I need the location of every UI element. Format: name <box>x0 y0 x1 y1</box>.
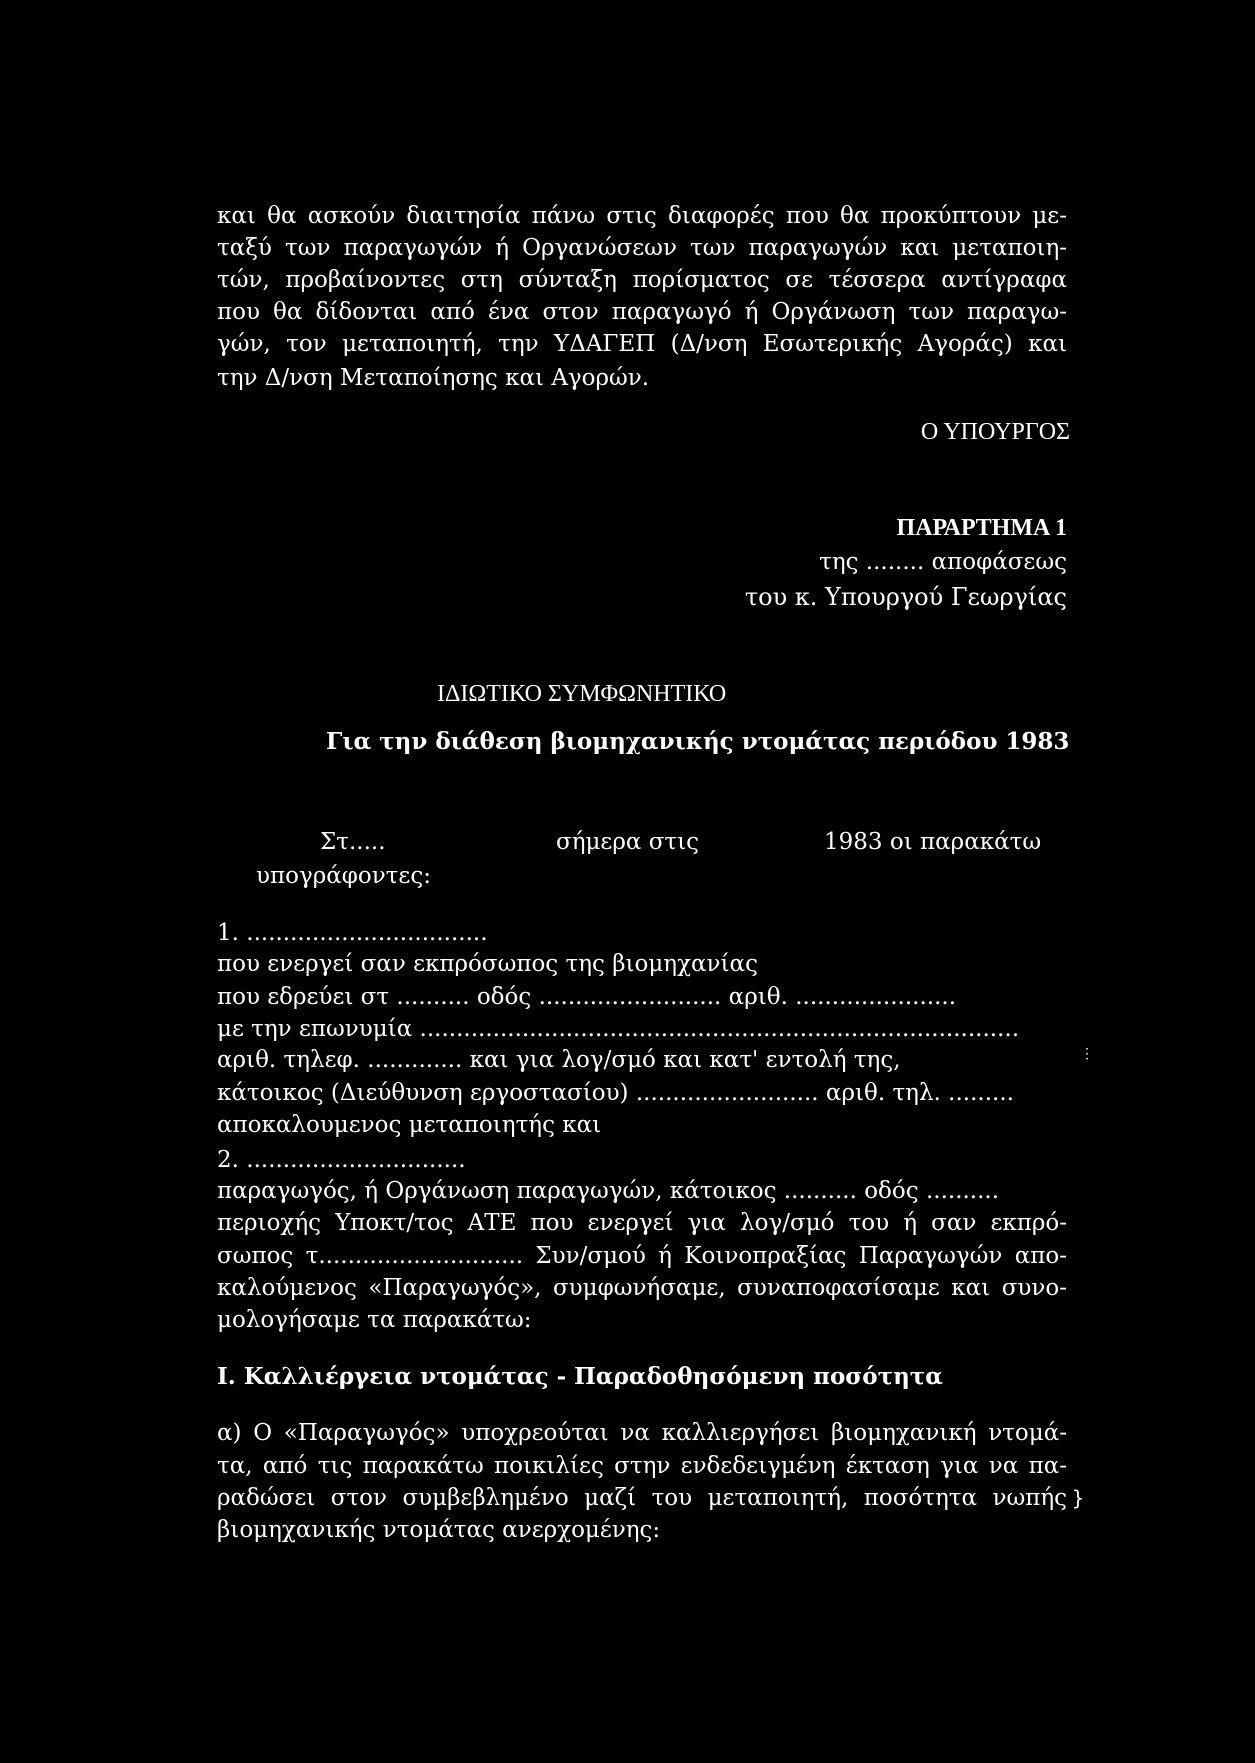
annex-title: ΠΑΡΑΡΤΗΜΑ 1 <box>896 515 1067 541</box>
intro-row <box>217 828 1067 856</box>
party-one-line: που ενεργεί σαν εκπρόσωπος της βιομηχανίας <box>217 951 758 977</box>
intro-signers: υπογράφοντες: <box>256 863 431 889</box>
party-one-line: 1. ................................. <box>217 920 488 946</box>
paragraph-line: την Δ/νση Μεταποίησης και Αγορών. <box>217 365 650 391</box>
section-one-title: Ι. Καλλιέργεια ντομάτας - Παραδοθησόμενη ποσότητα <box>217 1363 943 1390</box>
party-two-line: 2. .............................. <box>217 1147 466 1173</box>
party-one-line: κάτοικος (Διεύθυνση εργοστασίου) ......................... αριθ. τηλ. ......... <box>217 1080 1014 1106</box>
section-one-line: α) Ο «Παραγωγός» υποχρεούται να καλλιεργήσει βιομηχανική ντομά- <box>217 1420 1067 1446</box>
party-two-line: περιοχής Υποκτ/τος ΑΤΕ που ενεργεί για λογ/σμό του ή σαν εκπρό- <box>217 1210 1067 1236</box>
party-two-line: μολογήσαμε τα παρακάτω: <box>217 1307 532 1333</box>
paragraph-line: ταξύ των παραγωγών ή Οργανώσεων των παραγωγών και μεταποιη- <box>217 235 1067 261</box>
margin-mark: ⋮ <box>1080 1046 1094 1062</box>
margin-mark: } <box>1072 1486 1085 1510</box>
contract-title: ΙΔΙΩΤΙΚΟ ΣΥΜΦΩΝΗΤΙΚΟ <box>437 681 727 707</box>
party-one-line: με την επωνυμία .................................................................................. <box>217 1016 1020 1042</box>
intro-year: 1983 οι παρακάτω <box>824 829 1042 855</box>
annex-decision-line: της ........ αποφάσεως <box>819 549 1067 575</box>
contract-subtitle: Για την διάθεση βιομηχανικής ντομάτας περιόδου 1983 <box>326 728 1070 755</box>
intro-date: σήμερα στις <box>556 829 700 855</box>
intro-place: Στ..... <box>320 829 386 855</box>
party-two-line: σωπος τ............................ Συν/σμού ή Κοινοπραξίας Παραγωγών απο- <box>217 1243 1067 1269</box>
paragraph-line: τών, προβαίνοντες στη σύνταξη πορίσματος σε τέσσερα αντίγραφα <box>217 267 1067 293</box>
party-one-line: αριθ. τηλεφ. ............. και για λογ/σμό και κατ' εντολή της, <box>217 1047 901 1073</box>
party-two-line: καλούμενος «Παραγωγός», συμφωνήσαμε, συναποφασίσαμε και συνο- <box>217 1275 1067 1301</box>
party-one-line: που εδρεύει στ .......... οδός ......................... αριθ. ...................... <box>217 984 957 1010</box>
paragraph-line: γών, τον μεταποιητή, την ΥΔΑΓΕΠ (Δ/νση Εσωτερικής Αγοράς) και <box>217 331 1067 357</box>
annex-minister-line: του κ. Υπουργού Γεωργίας <box>744 583 1067 611</box>
minister-signature: Ο ΥΠΟΥΡΓΟΣ <box>920 419 1070 445</box>
section-one-line: τα, από τις παρακάτω ποικιλίες στην ενδεδειγμένη έκταση για να πα- <box>217 1453 1067 1479</box>
party-one-line: αποκαλουμενος μεταποιητής και <box>217 1112 602 1138</box>
paragraph-line: που θα δίδονται από ένα στον παραγωγό ή Οργάνωση των παραγω- <box>217 299 1067 325</box>
section-one-line: ραδώσει στον συμβεβλημένο μαζί του μεταποιητή, ποσότητα νωπής <box>217 1485 1067 1511</box>
party-two-line: παραγωγός, ή Οργάνωση παραγωγών, κάτοικος .......... οδός .......... <box>217 1178 1000 1204</box>
section-one-line: βιομηχανικής ντομάτας ανερχομένης: <box>217 1517 661 1543</box>
paragraph-line: και θα ασκούν διαιτησία πάνω στις διαφορές που θα προκύπτουν με- <box>217 203 1067 229</box>
